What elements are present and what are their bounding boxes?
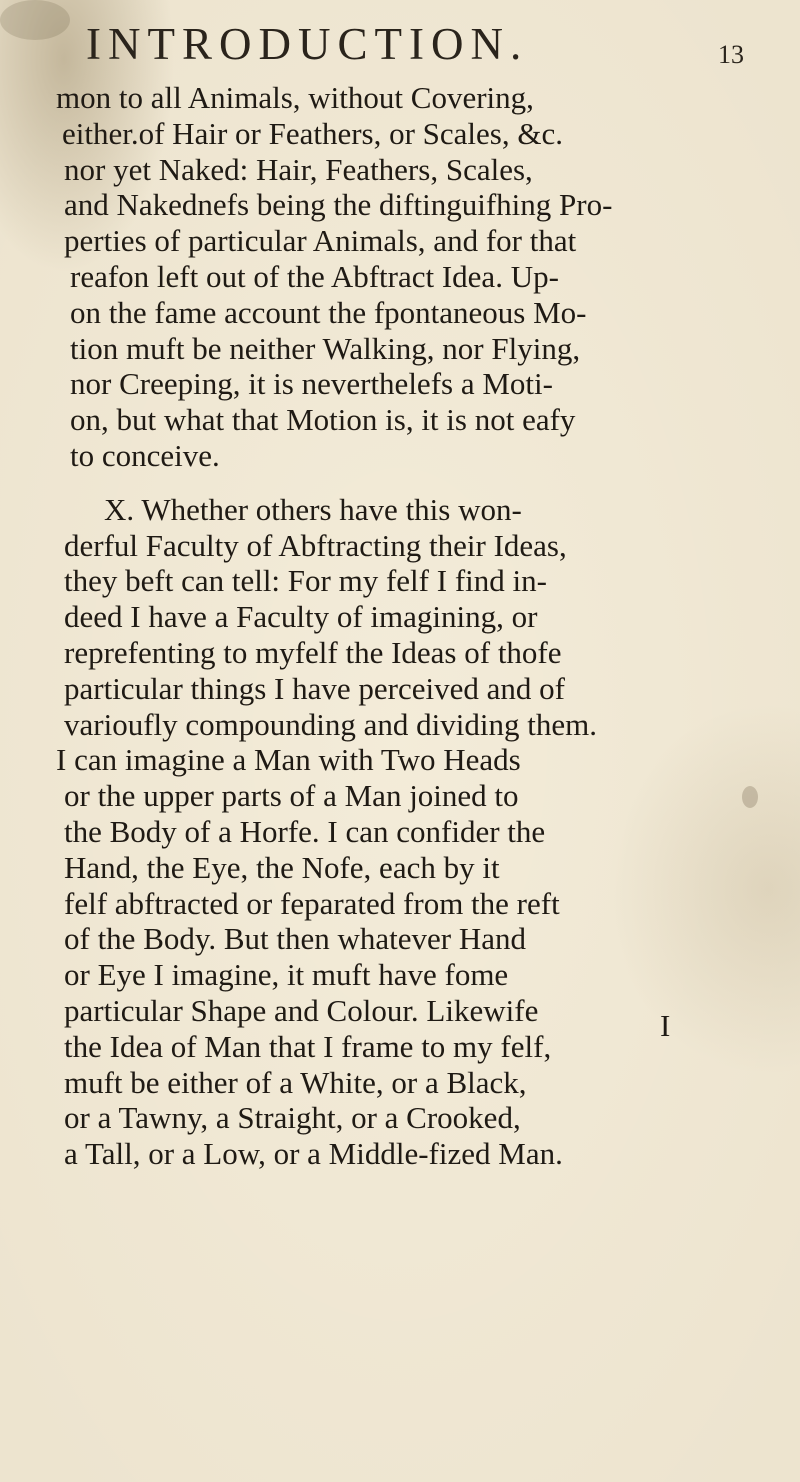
text-line: of the Body. But then whatever Hand bbox=[64, 921, 527, 957]
text-line: the Body of a Horfe. I can confider the bbox=[64, 813, 546, 849]
catchword: I bbox=[660, 1008, 671, 1043]
text-line: tion muft be neither Walking, nor Flying, bbox=[70, 330, 581, 366]
text-line: varioufly compounding and dividing them. bbox=[64, 706, 597, 742]
running-head: INTRODUCTION. bbox=[86, 19, 529, 69]
text-line: derful Faculty of Abftracting their Ideas, bbox=[64, 527, 567, 563]
paper-stain bbox=[0, 0, 70, 40]
text-line: particular Shape and Colour. Likewife bbox=[64, 992, 539, 1028]
text-line: perties of particular Animals, and for that bbox=[64, 223, 577, 259]
text-line: felf abftracted or feparated from the reft bbox=[64, 885, 560, 921]
text-line: reprefenting to myfelf the Ideas of thofe bbox=[64, 634, 562, 670]
text-line: X. Whether others have this won- bbox=[104, 491, 522, 527]
text-line: nor yet Naked: Hair, Feathers, Scales, bbox=[64, 151, 533, 187]
text-line: a Tall, or a Low, or a Middle-fized Man. bbox=[64, 1136, 563, 1172]
paper-stain bbox=[742, 786, 758, 808]
text-line: reafon left out of the Abftract Idea. Up- bbox=[70, 258, 559, 294]
text-line: and Nakednefs being the diftinguifhing Pro- bbox=[64, 187, 613, 223]
text-line: the Idea of Man that I frame to my felf, bbox=[64, 1028, 552, 1064]
text-line: nor Creeping, it is neverthelefs a Moti- bbox=[70, 366, 553, 402]
text-line: on, but what that Motion is, it is not eafy bbox=[70, 402, 576, 438]
text-line: to conceive. bbox=[70, 437, 220, 473]
text-line: or Eye I imagine, it muft have fome bbox=[64, 957, 509, 993]
text-line: particular things I have perceived and of bbox=[64, 670, 565, 706]
paragraph bbox=[56, 80, 716, 474]
text-line: deed I have a Faculty of imagining, or bbox=[64, 599, 538, 635]
text-line: they beft can tell: For my felf I find in- bbox=[64, 563, 547, 599]
text-line: muft be either of a White, or a Black, bbox=[64, 1064, 527, 1100]
text-line: or a Tawny, a Straight, or a Crooked, bbox=[64, 1100, 521, 1136]
text-line: on the fame account the fpontaneous Mo- bbox=[70, 294, 587, 330]
text-line: mon to all Animals, without Covering, bbox=[56, 80, 534, 115]
page-number: 13 bbox=[718, 40, 744, 69]
text-line: either.of Hair or Feathers, or Scales, &c. bbox=[62, 115, 563, 151]
body-text bbox=[56, 80, 716, 1172]
text-line: or the upper parts of a Man joined to bbox=[64, 778, 519, 814]
paragraph bbox=[56, 492, 716, 1172]
paragraph-gap bbox=[56, 474, 716, 492]
text-line: I can imagine a Man with Two Heads bbox=[56, 742, 521, 778]
text-line: Hand, the Eye, the Nofe, each by it bbox=[64, 849, 500, 885]
